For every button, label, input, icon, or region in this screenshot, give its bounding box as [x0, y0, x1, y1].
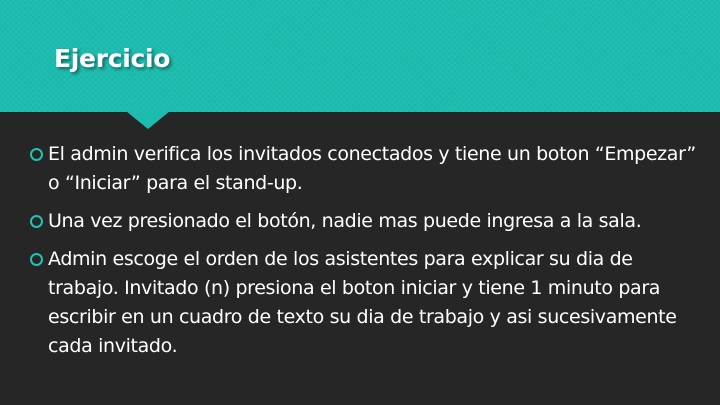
- bullet-item: [28, 245, 696, 361]
- bullet-item: [28, 140, 696, 198]
- slide-title: Ejercicio: [54, 44, 171, 73]
- title-banner: [0, 0, 720, 112]
- bullet-text: Admin escoge el orden de los asistentes para explicar su dia de trabajo. Invitado (n) presiona el boton iniciar y tiene 1 minuto para escribir en un cuadro de texto su dia de trabajo y asi sucesivamente cada invitado.: [48, 248, 677, 357]
- bullet-item: [28, 207, 696, 236]
- bullet-text: El admin verifica los invitados conectados y tiene un boton “Empezar” o “Iniciar” para el stand-up.: [48, 143, 696, 194]
- circle-bullet-icon: [30, 215, 43, 228]
- circle-bullet-icon: [30, 253, 43, 266]
- bullet-list: [28, 140, 696, 370]
- circle-bullet-icon: [30, 148, 43, 161]
- bullet-text: Una vez presionado el botón, nadie mas puede ingresa a la sala.: [48, 210, 642, 232]
- banner-notch: [126, 111, 170, 129]
